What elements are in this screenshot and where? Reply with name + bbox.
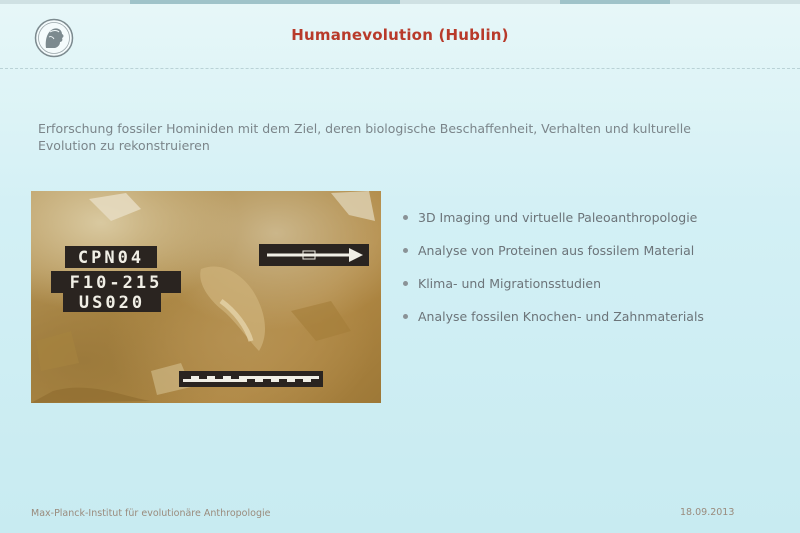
bullet-item xyxy=(400,272,790,305)
bullet-dot-icon xyxy=(403,248,408,253)
minerva-logo-icon xyxy=(34,18,74,58)
label-unit: US020 xyxy=(78,293,146,313)
excavation-photo xyxy=(31,191,381,403)
top-strip xyxy=(0,0,800,4)
bullet-dot-icon xyxy=(403,215,408,220)
bullet-text: Klima- und Migrationsstudien xyxy=(418,276,602,291)
slide-title: Humanevolution (Hublin) xyxy=(291,26,509,44)
title-divider xyxy=(0,68,800,69)
bullet-item xyxy=(400,239,790,272)
bullet-list xyxy=(400,206,790,338)
footer-institute: Max-Planck-Institut für evolutionäre Anthropologie xyxy=(31,508,271,519)
label-find: F10-215 xyxy=(69,273,163,293)
bullet-item xyxy=(400,305,790,338)
scale-bar xyxy=(179,371,323,387)
label-cpn: CPN04 xyxy=(77,248,145,268)
bullet-text: Analyse fossilen Knochen- und Zahnmaterials xyxy=(418,309,704,324)
footer-date: 18.09.2013 xyxy=(680,507,735,518)
site-label-plate xyxy=(51,246,181,313)
bullet-dot-icon xyxy=(403,281,408,286)
north-arrow xyxy=(259,244,369,266)
top-strip-segment xyxy=(560,0,670,4)
bullet-text: Analyse von Proteinen aus fossilem Material xyxy=(418,243,695,258)
top-strip-segment xyxy=(130,0,400,4)
bullet-item xyxy=(400,206,790,239)
intro-text: Erforschung fossiler Hominiden mit dem Ziel, deren biologische Beschaffenheit, Verhalten und kulturelle Evolution zu rekonstruieren xyxy=(38,121,691,153)
bullet-text: 3D Imaging und virtuelle Paleoanthropologie xyxy=(418,210,698,225)
bullet-dot-icon xyxy=(403,314,408,319)
